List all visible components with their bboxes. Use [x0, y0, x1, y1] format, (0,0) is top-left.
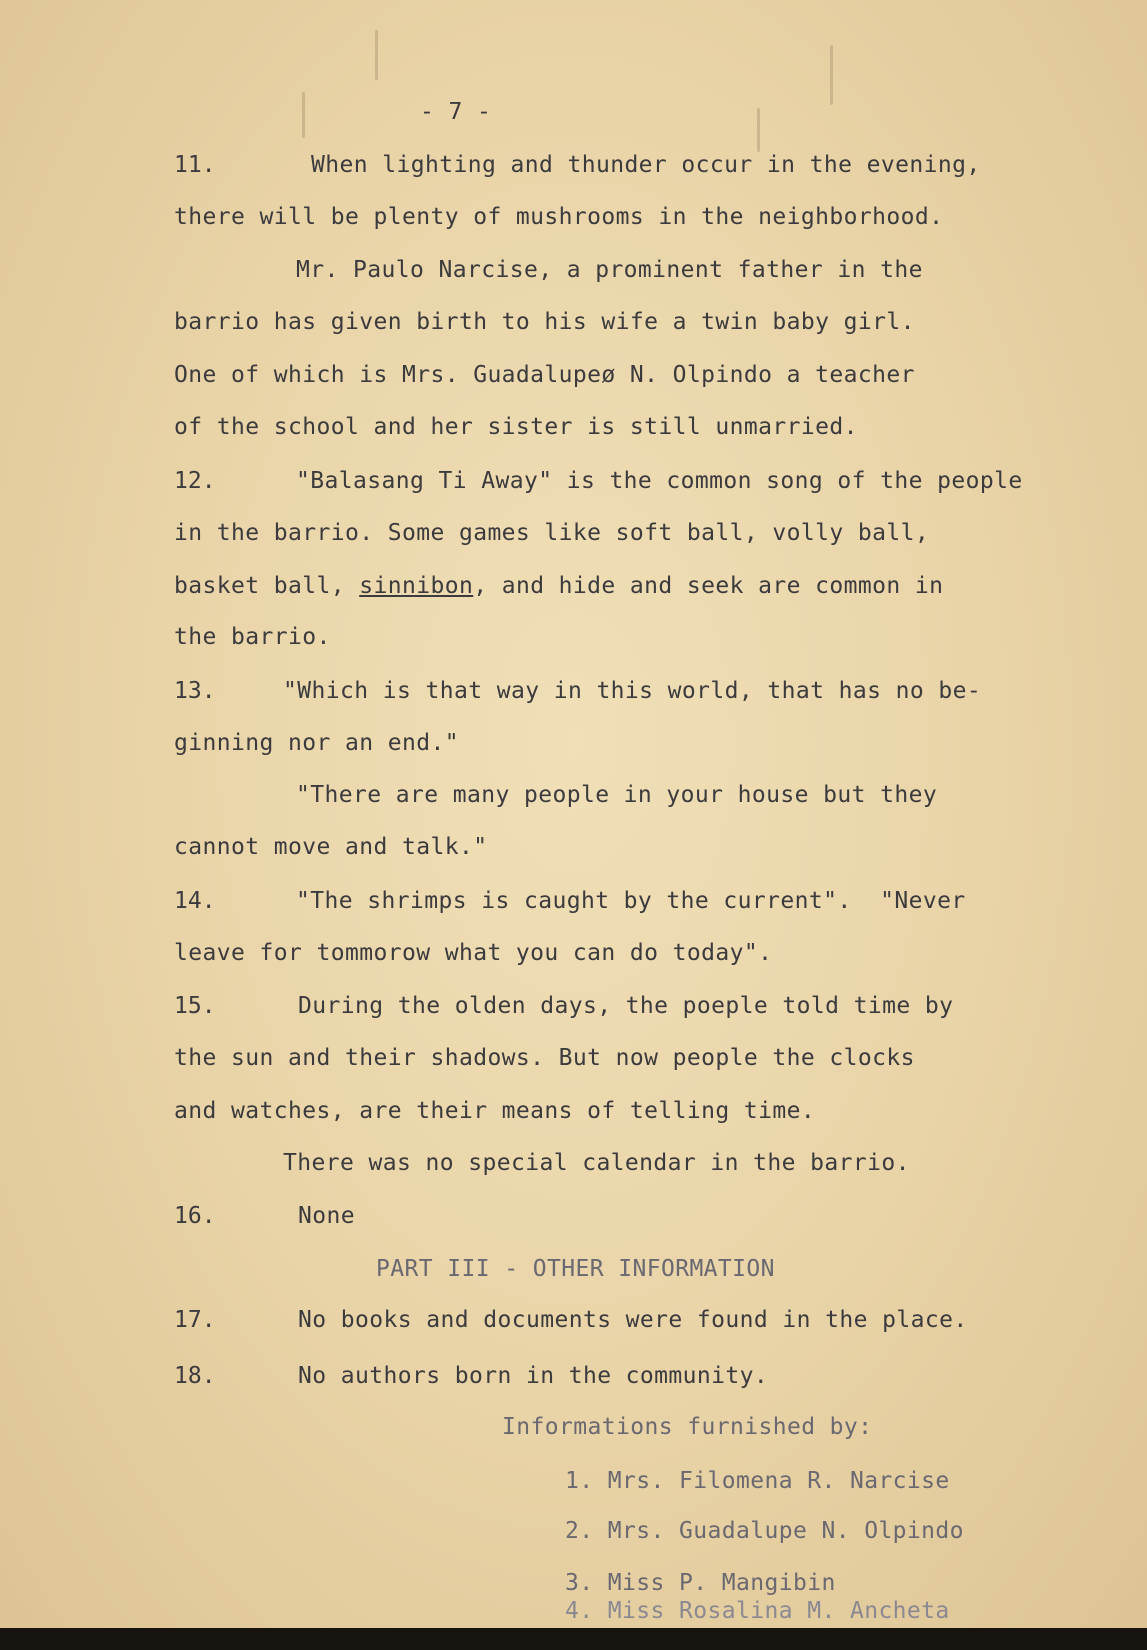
scan-bottom-edge — [0, 1628, 1147, 1650]
item-number-11: 11. — [174, 152, 216, 178]
item-11-line-1: When lighting and thunder occur in the evening, — [311, 152, 981, 178]
item-13-line-1: "Which is that way in this world, that has no be- — [283, 678, 982, 704]
item-18-line-1: No authors born in the community. — [298, 1363, 769, 1389]
item-number-14: 14. — [174, 888, 216, 914]
item-12-line-3-end: , and hide and seek are common in — [473, 573, 944, 599]
informants-heading: Informations furnished by: — [502, 1414, 873, 1440]
item-15-line-3: and watches, are their means of telling time. — [174, 1098, 816, 1124]
informant-1: 1. Mrs. Filomena R. Narcise — [565, 1468, 950, 1494]
paper-crease — [830, 45, 833, 105]
informant-4: 4. Miss Rosalina M. Ancheta — [565, 1598, 950, 1624]
item-15-line-4: There was no special calendar in the barrio. — [283, 1150, 910, 1176]
item-13-line-4: cannot move and talk." — [174, 834, 488, 860]
item-16-line-1: None — [298, 1203, 355, 1229]
item-number-13: 13. — [174, 678, 216, 704]
item-number-18: 18. — [174, 1363, 216, 1389]
item-11-line-2: there will be plenty of mushrooms in the neighborhood. — [174, 204, 944, 230]
part-3-heading: PART III - OTHER INFORMATION — [376, 1256, 775, 1282]
item-14-line-2: leave for tommorow what you can do today". — [174, 940, 773, 966]
informant-2: 2. Mrs. Guadalupe N. Olpindo — [565, 1518, 964, 1544]
informant-3: 3. Miss P. Mangibin — [565, 1570, 836, 1596]
item-number-17: 17. — [174, 1307, 216, 1333]
item-15-line-2: the sun and their shadows. But now people the clocks — [174, 1045, 915, 1071]
item-12-line-4: the barrio. — [174, 624, 331, 650]
paper-crease — [757, 108, 760, 152]
item-12-line-3 — [174, 572, 943, 600]
item-15-line-1: During the olden days, the poeple told time by — [298, 993, 954, 1019]
item-12-line-1: "Balasang Ti Away" is the common song of the people — [296, 468, 1023, 494]
item-14-line-1: "The shrimps is caught by the current". "Never — [296, 888, 966, 914]
item-12-line-2: in the barrio. Some games like soft ball, volly ball, — [174, 520, 930, 546]
item-13-line-3: "There are many people in your house but they — [296, 782, 938, 808]
paper-crease — [375, 30, 378, 80]
item-number-12: 12. — [174, 468, 216, 494]
item-number-15: 15. — [174, 993, 216, 1019]
item-12-line-3-start: basket ball, — [174, 573, 360, 599]
paper-crease — [302, 92, 305, 138]
page-number: - 7 - — [420, 99, 492, 125]
item-11-line-5: One of which is Mrs. Guadalupeø N. Olpindo a teacher — [174, 362, 915, 388]
underlined-game-name: sinnibon — [359, 573, 474, 599]
item-13-line-2: ginning nor an end." — [174, 730, 459, 756]
item-11-line-3: Mr. Paulo Narcise, a prominent father in the — [296, 257, 923, 283]
item-11-line-6: of the school and her sister is still unmarried. — [174, 414, 858, 440]
item-11-line-4: barrio has given birth to his wife a twin baby girl. — [174, 309, 915, 335]
item-number-16: 16. — [174, 1203, 216, 1229]
item-17-line-1: No books and documents were found in the place. — [298, 1307, 968, 1333]
